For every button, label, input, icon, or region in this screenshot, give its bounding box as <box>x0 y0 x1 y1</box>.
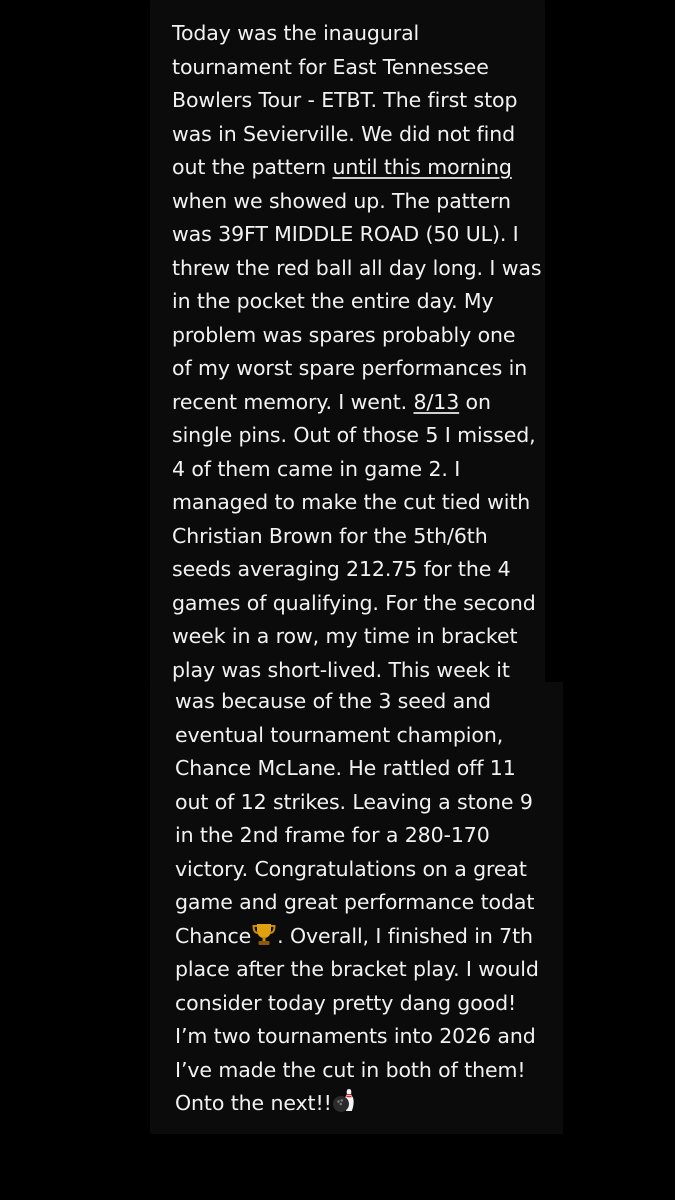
note-line <box>175 1020 539 1054</box>
note-text-top <box>172 17 541 687</box>
trophy-icon <box>251 922 277 957</box>
note-text-segment: on <box>459 389 491 414</box>
note-line <box>172 118 541 152</box>
note-line <box>172 654 541 688</box>
note-text-segment: in the pocket the entire day. My <box>172 289 494 313</box>
note-text-segment: games of qualifying. For the second <box>172 590 536 615</box>
bowling-icon <box>332 1087 360 1124</box>
note-line <box>172 587 541 621</box>
note-line <box>175 752 539 786</box>
note-line <box>175 853 539 887</box>
note-text-segment: out of 12 strikes. Leaving a stone 9 <box>175 789 533 814</box>
note-text-segment: in the 2nd frame for a 280-170 <box>175 823 490 847</box>
note-line <box>175 987 539 1021</box>
note-text-segment: game and great performance todat <box>175 890 535 914</box>
note-text-segment: Onto the next!! <box>175 1091 332 1115</box>
note-line <box>175 819 539 853</box>
note-text-segment: . Overall, I finished in 7th <box>277 923 533 948</box>
note-text-segment: was 39FT MIDDLE ROAD (50 UL). I <box>172 222 519 246</box>
note-text-segment: Today was the inaugural <box>172 21 420 45</box>
note-line <box>175 1054 539 1088</box>
note-text-bottom <box>175 685 539 1121</box>
note-line <box>172 285 541 319</box>
note-line <box>175 953 539 987</box>
detected-text-link[interactable]: until this morning <box>332 155 512 179</box>
note-text-segment: seeds averaging 212.75 for the 4 <box>172 557 511 581</box>
note-text-segment: Christian Brown for the 5th/6th <box>172 523 488 548</box>
note-line <box>172 252 541 286</box>
note-text-segment: threw the red ball all day long. I was <box>172 255 542 280</box>
note-text-segment: place after the bracket play. I would <box>175 957 539 981</box>
note-line <box>172 17 541 51</box>
note-line <box>172 319 541 353</box>
note-line <box>172 84 541 118</box>
note-text-segment: eventual tournament champion, <box>175 722 504 747</box>
note-text-segment: was in Sevierville. We did not find <box>172 121 516 146</box>
note-text-segment: recent memory. I went. <box>172 389 414 414</box>
note-text-segment: problem was spares probably one <box>172 322 516 347</box>
note-text-segment: tournament for East Tennessee <box>172 54 489 79</box>
note-line <box>172 553 541 587</box>
note-line <box>172 218 541 252</box>
note-text-segment: out the pattern <box>172 155 333 179</box>
note-text-segment: I’ve made the cut in both of them! <box>175 1057 526 1082</box>
note-text-segment: 4 of them came in game 2. I <box>172 456 461 481</box>
note-line <box>175 886 539 920</box>
note-text-segment: single pins. Out of those 5 I missed, <box>172 423 536 447</box>
note-line <box>172 520 541 554</box>
note-line <box>175 786 539 820</box>
note-line <box>172 185 541 219</box>
note-line <box>172 419 541 453</box>
note-line <box>175 719 539 753</box>
note-line <box>172 620 541 654</box>
note-line <box>172 386 541 420</box>
note-text-segment: managed to make the cut tied with <box>172 490 531 514</box>
note-text-segment: consider today pretty dang good! <box>175 990 517 1015</box>
note-text-segment: of my worst spare performances in <box>172 356 528 380</box>
note-line <box>175 1087 539 1121</box>
note-text-segment: Chance <box>175 923 252 948</box>
note-line <box>172 453 541 487</box>
note-text-segment: Chance McLane. He rattled off 11 <box>175 756 516 780</box>
note-text-segment: Bowlers Tour - ETBT. The first stop <box>172 88 518 112</box>
note-text-segment: when we showed up. The pattern <box>172 188 511 213</box>
note-text-segment: week in a row, my time in bracket <box>172 624 518 648</box>
note-text-segment: play was short-lived. This week it <box>172 657 510 682</box>
note-text-segment: I’m two tournaments into 2026 and <box>175 1024 536 1048</box>
note-line <box>172 151 541 185</box>
note-line <box>172 51 541 85</box>
note-line <box>175 920 539 954</box>
detected-text-link[interactable]: 8/13 <box>413 389 460 414</box>
note-line <box>175 685 539 719</box>
note-line <box>172 486 541 520</box>
note-line <box>172 352 541 386</box>
note-text-segment: was because of the 3 seed and <box>175 689 491 713</box>
note-text-segment: victory. Congratulations on a great <box>175 856 527 881</box>
